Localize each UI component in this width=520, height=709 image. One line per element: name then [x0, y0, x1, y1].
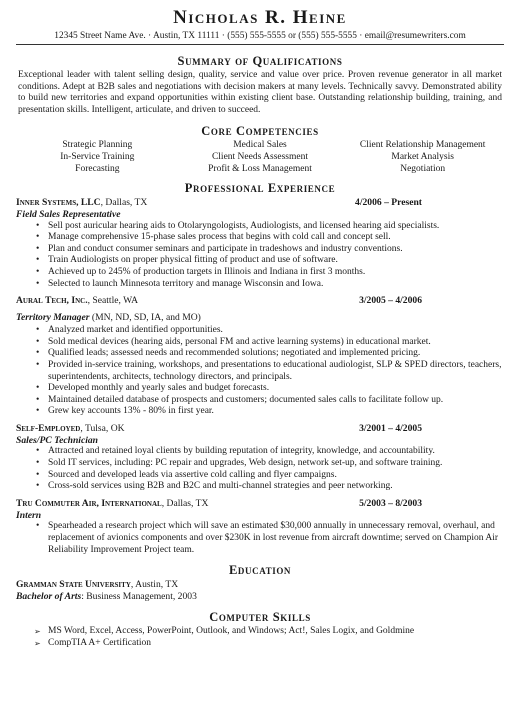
job-location: , Dallas, TX — [100, 197, 148, 209]
education-degree-line — [16, 591, 504, 603]
skills-heading: Computer Skills — [209, 610, 311, 625]
job-title: Territory Manager — [16, 312, 90, 324]
competency-item: Profit & Loss Management — [208, 163, 312, 174]
education-degree: Bachelor of Arts — [16, 590, 82, 602]
competency-item: Forecasting — [75, 163, 120, 174]
job-dates: 5/2003 – 8/2003 — [359, 497, 422, 509]
job-header — [16, 423, 504, 435]
competency-item: Negotiation — [400, 163, 446, 174]
job-company: Aural Tech, Inc. — [16, 295, 88, 307]
job-entry — [16, 423, 504, 493]
bullet-item: • Spearheaded a research project which will save an estimated $30,000 annually in unnecessary removal, overhaul, and replacement of avionics components and over $230K in lost revenue from aircraft downtime; served on Champion Air Reliability Improvement Project team. — [48, 521, 504, 556]
job-company-line — [16, 498, 208, 510]
education-heading: Education — [228, 563, 292, 578]
job-location: , Dallas, TX — [161, 497, 209, 509]
job-bullets — [16, 325, 504, 418]
competency-item: In-Service Training — [60, 151, 135, 162]
bullet-item: • Developed monthly and yearly sales and budget forecasts. — [48, 383, 504, 395]
job-bullets — [16, 446, 504, 492]
bullet-item: • Train Audiologists on proper physical fitting of product and use of software. — [48, 255, 504, 267]
job-entry — [16, 498, 504, 556]
bullet-item: • Manage comprehensive 15-phase sales process that begins with cold call and concept sell. — [48, 232, 504, 244]
job-title: Field Sales Representative — [16, 209, 121, 221]
bullet-item: • Cross-sold services using B2B and B2C and multi-channel strategies and peer networking. — [48, 481, 504, 493]
education-entry — [16, 579, 504, 602]
job-company-line — [16, 197, 147, 209]
competency-item: Client Relationship Management — [359, 140, 486, 151]
skills-list — [16, 626, 504, 649]
experience-heading: Professional Experience — [184, 181, 336, 196]
job-dates: 4/2006 – Present — [355, 197, 422, 209]
bullet-item: • Grew key accounts 13% - 80% in first year. — [48, 406, 504, 418]
job-header — [16, 498, 504, 510]
bullet-item: • Maintained detailed database of prospects and customers; documented sales calls to facilitate follow up. — [48, 395, 504, 407]
bullet-item: • Plan and conduct consumer seminars and participate in tradeshows and industry conventions. — [48, 244, 504, 256]
summary-text: Exceptional leader with talent selling design, quality, service and value over price. Proven revenue generator in all market conditions. Adept at B2B sales and negotiations with decision makers at many levels. Technically savvy. Demonstrated ability to build new territories and expand opportunities within existing client base. Outstanding relationship building, training, and presentation skills. Intelligent, articulate, and driven to succeed. — [18, 70, 502, 115]
education-field: : Business Management, 2003 — [81, 590, 197, 602]
job-company: Self-Employed — [16, 422, 81, 434]
competencies-grid — [16, 140, 504, 175]
summary-heading: Summary of Qualifications — [177, 54, 343, 68]
job-territory: (MN, ND, SD, IA, and MO) — [89, 312, 201, 324]
skill-item: ➢ MS Word, Excel, Access, PowerPoint, Outlook, and Windows; Act!, Sales Logix, and Goldmine — [48, 626, 504, 638]
contact-line: 12345 Street Name Ave. · Austin, TX 11111 · (555) 555-5555 or (555) 555-5555 · email@resumewriters.com — [16, 30, 504, 45]
bullet-item: • Attracted and retained loyal clients by building reputation of integrity, knowledge, and accountability. — [48, 446, 504, 458]
job-company: Tru Commuter Air, International — [16, 497, 162, 509]
job-title: Intern — [16, 509, 42, 521]
job-company-line — [16, 423, 125, 435]
job-bullets — [16, 521, 504, 556]
education-institution: Gramman State University — [16, 579, 131, 591]
job-bullets — [16, 221, 504, 291]
competency-item: Client Needs Assessment — [211, 151, 309, 162]
job-header — [16, 295, 504, 307]
education-location: , Austin, TX — [130, 579, 179, 591]
bullet-item: • Provided in-service training, workshops, and presentations to educational audiologist, SLP & SPED directors, teachers, superintendents, architects, technology directors, and principals. — [48, 360, 504, 383]
bullet-item: • Achieved up to 245% of production targets in Illinois and Indiana in first 3 months. — [48, 267, 504, 279]
job-dates: 3/2001 – 4/2005 — [359, 422, 422, 434]
competency-item: Market Analysis — [391, 151, 454, 162]
bullet-item: • Qualified leads; assessed needs and recommended solutions; negotiated and implemented pricing. — [48, 348, 504, 360]
job-company: Inner Systems, LLC — [16, 197, 101, 209]
skill-item: ➢ CompTIA A+ Certification — [48, 638, 504, 650]
job-title-line — [16, 307, 504, 325]
candidate-name: Nicholas R. Heine — [173, 7, 347, 28]
job-location: , Tulsa, OK — [80, 422, 125, 434]
job-dates: 3/2005 – 4/2006 — [359, 295, 422, 307]
bullet-item: • Analyzed market and identified opportunities. — [48, 325, 504, 337]
competencies-heading: Core Competencies — [201, 124, 319, 139]
job-title: Sales/PC Technician — [16, 434, 99, 446]
job-entry — [16, 197, 504, 290]
bullet-item: • Sold medical devices (hearing aids, personal FM and active learning systems) in educational market. — [48, 337, 504, 349]
job-header — [16, 197, 504, 209]
job-location: , Seattle, WA — [87, 295, 139, 307]
bullet-item: • Sold IT services, including: PC repair and upgrades, Web design, network set-up, and software training. — [48, 458, 504, 470]
competency-item: Medical Sales — [233, 140, 287, 151]
bullet-item: • Sell post auricular hearing aids to Otolaryngologists, Audiologists, and licensed hearing aid specialists. — [48, 221, 504, 233]
job-company-line — [16, 295, 138, 307]
bullet-item: • Sourced and developed leads via assertive cold calling and flyer campaigns. — [48, 470, 504, 482]
job-entry — [16, 295, 504, 418]
education-school-line — [16, 579, 504, 591]
competency-item: Strategic Planning — [62, 140, 133, 151]
bullet-item: • Selected to launch Minnesota territory and manage Wisconsin and Iowa. — [48, 279, 504, 291]
